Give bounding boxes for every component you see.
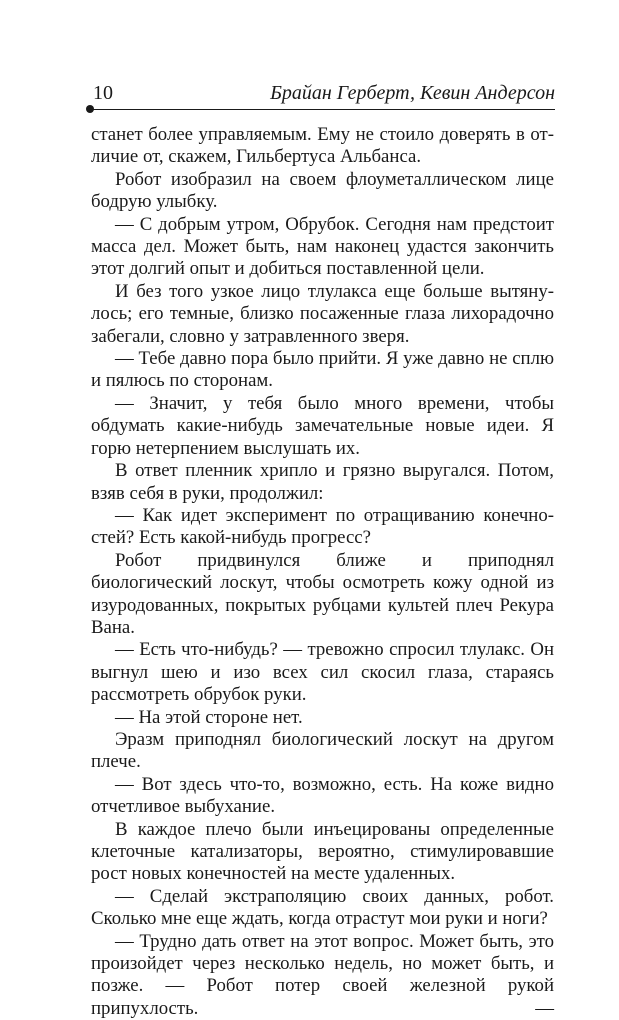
paragraph: В каждое плечо были инъецированы определенные клеточные катализаторы, вероятно, стимулировавшие рост новых конечностей на месте удаленных.: [91, 818, 554, 885]
running-title: Брайан Герберт, Кевин Андерсон: [270, 82, 555, 104]
header-rule: [89, 109, 555, 110]
paragraph: И без того узкое лицо тлулакса еще больше вытянулось; его темные, близко посаженные глаза лихорадочно забегали, словно у затравленного зверя.: [91, 280, 554, 347]
paragraph: — С добрым утром, Обрубок. Сегодня нам предстоит масса дел. Может быть, нам наконец удастся закончить этот долгий опыт и добиться поставленной цели.: [91, 213, 554, 280]
paragraph: — Вот здесь что-то, возможно, есть. На коже видно отчетливое выбухание.: [91, 773, 554, 818]
paragraph: Робот придвинулся ближе и приподнял биологический лоскут, чтобы осмотреть кожу одной из изуродованных, покрытых рубцами культей плеч Рекура Вана.: [91, 549, 554, 638]
paragraph: — Сделай экстраполяцию своих данных, робот. Сколько мне еще ждать, когда отрастут мои руки и ноги?: [91, 885, 554, 930]
paragraph: Эразм приподнял биологический лоскут на другом плече.: [91, 728, 554, 773]
paragraph: — Трудно дать ответ на этот вопрос. Может быть, это произойдет через несколько недель, но может быть, и позже. — Робот потер своей железной рукой припухлость. —: [91, 930, 554, 1019]
paragraph: В ответ пленник хрипло и грязно выругался. Потом, взяв себя в руки, продолжил:: [91, 460, 554, 504]
body-text: [91, 124, 554, 1020]
header-rule-dot: [86, 105, 94, 113]
paragraph: станет более управляемым. Ему не стоило доверять в отличие от, скажем, Гильбертуса Альбанса.: [91, 124, 554, 168]
paragraph: — Как идет эксперимент по отращиванию конечностей? Есть какой-нибудь прогресс?: [91, 504, 554, 549]
page-number: 10: [93, 82, 113, 104]
paragraph: — Есть что-нибудь? — тревожно спросил тлулакс. Он выгнул шею и изо всех сил скосил глаза, стараясь рассмотреть обрубок руки.: [91, 639, 554, 706]
paragraph: — Значит, у тебя было много времени, чтобы обдумать какие-нибудь замечательные новые идеи. Я горю нетерпением выслушать их.: [91, 392, 554, 459]
page-header: [89, 80, 555, 110]
paragraph: — На этой стороне нет.: [115, 706, 303, 728]
paragraph: Робот изобразил на своем флоуметаллическом лице бодрую улыбку.: [91, 168, 554, 213]
paragraph: — Тебе давно пора было прийти. Я уже давно не сплю и пялюсь по сторонам.: [91, 348, 554, 392]
